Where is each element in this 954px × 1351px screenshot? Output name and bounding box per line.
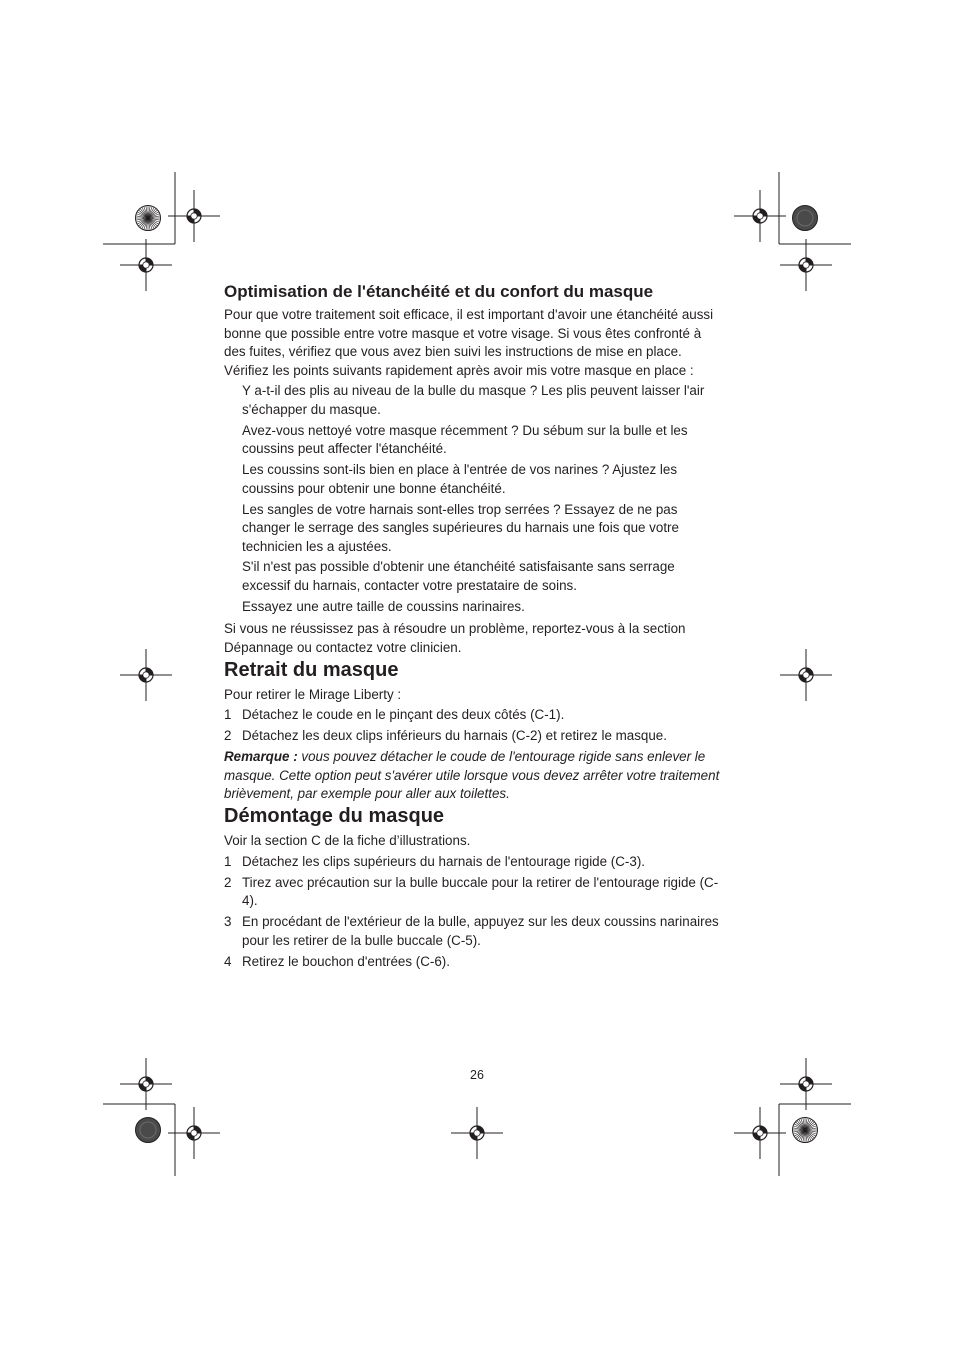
note-label: Remarque : <box>224 749 298 765</box>
section-heading-seal: Optimisation de l'étanchéité et du confort du masque <box>224 282 654 301</box>
removal-steps <box>224 706 724 746</box>
section-heading-removal: Retrait du masque <box>224 658 399 681</box>
intro-paragraph: Pour que votre traitement soit efficace, il est important d'avoir une étanchéité aussi bonne que possible entre votre masque et votre visage. Si vous êtes confronté à des fuites, vérifiez que vous avez bien suivi les instructions de mise en place. Vérifiez les points suivants rapidement après avoir mis votre masque en place : <box>224 307 714 378</box>
list-item: Y a-t-il des plis au niveau de la bulle du masque ? Les plis peuvent laisser l'air s'échapper du masque. <box>242 383 705 417</box>
disassembly-steps <box>224 853 724 972</box>
section-heading-disassembly: Démontage du masque <box>224 804 445 827</box>
step-number: 2 <box>224 728 232 744</box>
density-mark <box>793 206 818 231</box>
list-item: Essayez une autre taille de coussins narinaires. <box>242 598 525 614</box>
target-center <box>191 1130 197 1136</box>
list-item <box>224 913 724 950</box>
step-number: 3 <box>224 914 232 930</box>
step-text: Détachez le coude en le pinçant des deux côtés (C-1). <box>242 707 565 723</box>
target-center <box>803 262 809 268</box>
step-text: En procédant de l'extérieur de la bulle, appuyez sur les deux coussins narinaires pour les retirer de la bulle buccale (C-5). <box>242 914 719 948</box>
step-text: Retirez le bouchon d'entrées (C-6). <box>242 953 450 969</box>
step-text: Détachez les clips supérieurs du harnais de l'entourage rigide (C-3). <box>242 853 645 869</box>
list-item <box>224 706 724 725</box>
list-item: Avez-vous nettoyé votre masque récemment ? Du sébum sur la bulle et les coussins peut affecter l'étanchéité. <box>242 422 688 457</box>
disassembly-intro: Voir la section C de la fiche d’illustrations. <box>224 832 471 848</box>
target-center <box>143 262 149 268</box>
list-item <box>224 727 724 746</box>
density-mark <box>136 1118 161 1143</box>
list-item <box>224 874 724 911</box>
target-center <box>803 672 809 678</box>
target-center <box>757 1130 763 1136</box>
list-item: Les coussins sont-ils bien en place à l'entrée de vos narines ? Ajustez les coussins pour obtenir une bonne étanchéité. <box>242 462 678 496</box>
note-text: vous pouvez détacher le coude de l'entourage rigide sans enlever le masque. Cette option peut s'avérer utile lorsque vous devez arrêter votre traitement brièvement, par exemple pour aller aux toilettes. <box>224 749 720 802</box>
page-content <box>224 282 724 974</box>
step-text: Tirez avec précaution sur la bulle buccale pour la retirer de l'entourage rigide (C-4). <box>242 874 719 909</box>
step-number: 1 <box>224 707 232 723</box>
list-item <box>224 953 724 972</box>
list-item: Les sangles de votre harnais sont-elles trop serrées ? Essayez de ne pas changer le serrage des sangles supérieures du harnais une fois que votre technicien les a ajustées. <box>242 501 679 554</box>
step-text: Détachez les deux clips inférieurs du harnais (C-2) et retirez le masque. <box>242 728 667 744</box>
step-number: 2 <box>224 874 232 890</box>
page-number: 26 <box>470 1068 484 1082</box>
troubleshooting-paragraph: Si vous ne réussissez pas à résoudre un problème, reportez-vous à la section Dépannage ou contactez votre clinicien. <box>224 621 686 656</box>
target-center <box>474 1130 480 1136</box>
removal-intro: Pour retirer le Mirage Liberty : <box>224 686 402 702</box>
step-number: 4 <box>224 953 232 969</box>
target-center <box>143 672 149 678</box>
note-paragraph <box>224 748 724 804</box>
step-number: 1 <box>224 853 232 869</box>
checklist <box>224 382 724 616</box>
target-center <box>191 213 197 219</box>
target-center <box>757 213 763 219</box>
list-item <box>224 853 724 872</box>
list-item: S'il n'est pas possible d'obtenir une étanchéité satisfaisante sans serrage excessif du harnais, contacter votre prestataire de soins. <box>242 559 675 594</box>
